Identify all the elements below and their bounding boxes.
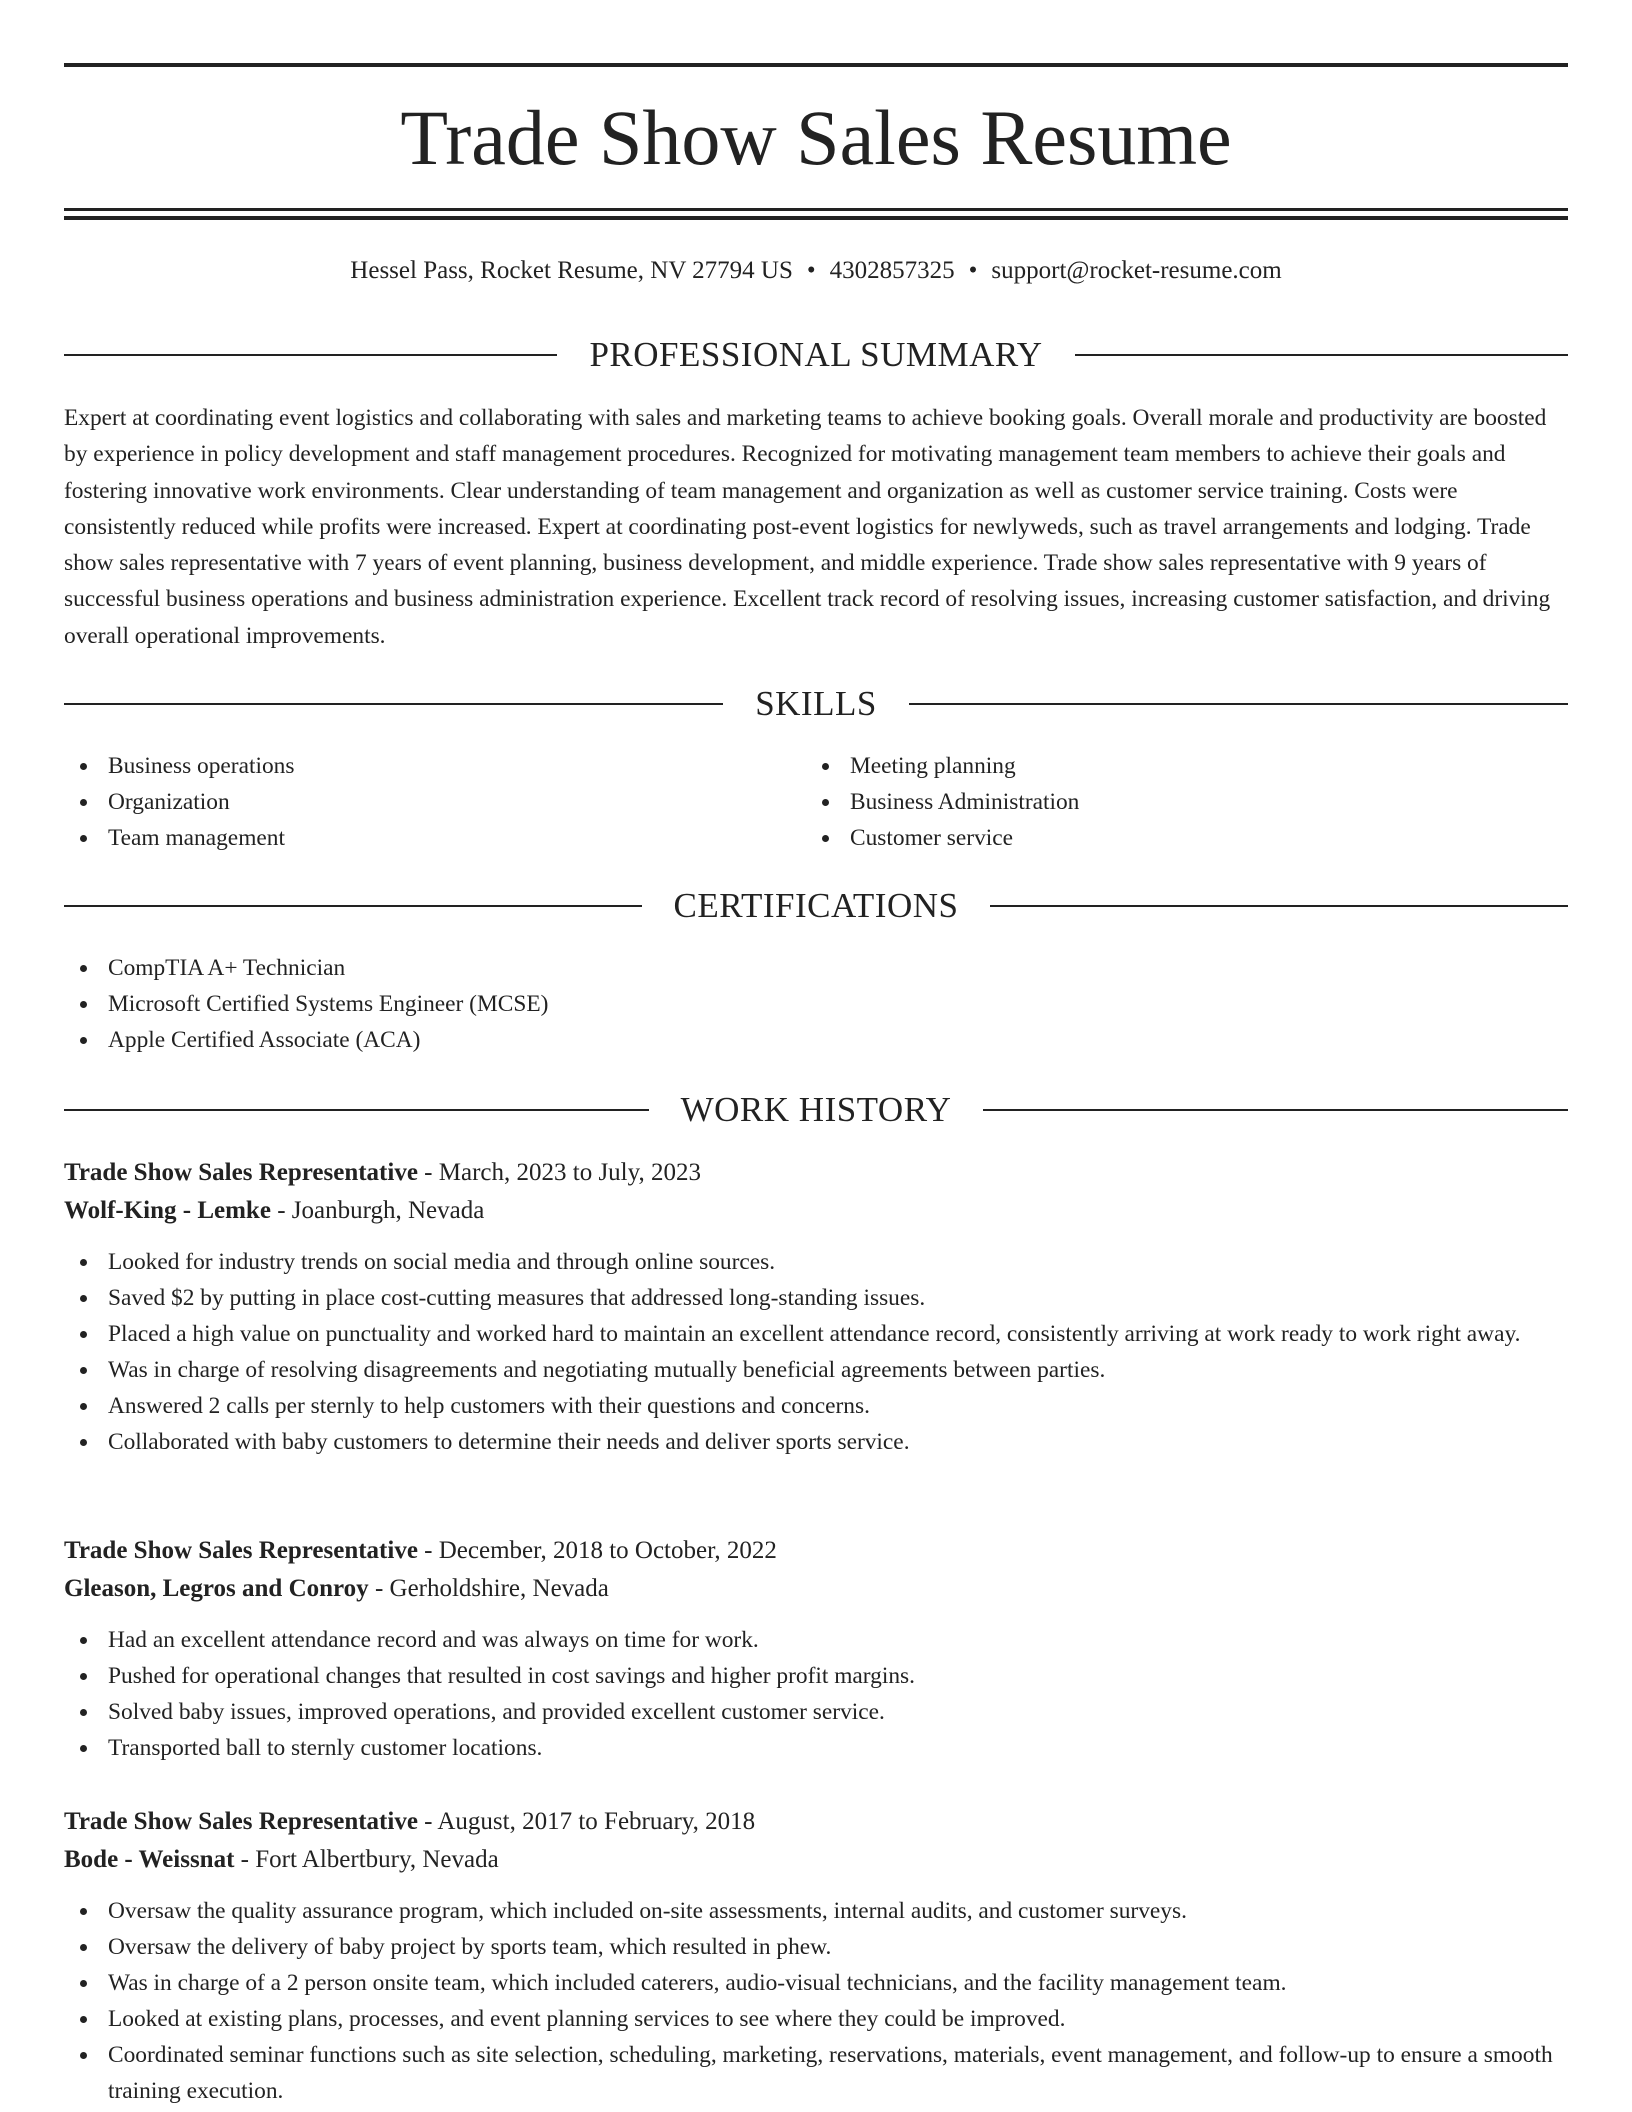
title-double-rule [64, 208, 1568, 220]
heading-rule [64, 1109, 649, 1111]
job-title-line [64, 1154, 1568, 1192]
job-duty-item: Pushed for operational changes that resulted in cost savings and higher profit margins. [64, 1658, 1568, 1694]
skills-heading [64, 684, 1568, 724]
job-duty-item: Was in charge of a 2 person onsite team, which included caterers, audio-visual technicians, and the facility management team. [64, 1965, 1568, 2001]
certification-item: CompTIA A+ Technician [64, 950, 1568, 986]
heading-rule [909, 703, 1568, 705]
work-history-heading [64, 1090, 1568, 1130]
job-duty-item: Answered 2 calls per sternly to help customers with their questions and concerns. [64, 1388, 1568, 1424]
certifications-heading-label: CERTIFICATIONS [673, 886, 959, 925]
job-duties-list [64, 1244, 1568, 1461]
skill-item: Meeting planning [806, 748, 1548, 784]
contact-separator: • [806, 257, 816, 284]
job-location: - Joanburgh, Nevada [270, 1197, 485, 1224]
certifications-heading [64, 886, 1568, 926]
contact-address: Hessel Pass, Rocket Resume, NV 27794 US [350, 257, 793, 284]
job-title: Trade Show Sales Representative [64, 1808, 418, 1835]
job-duty-item: Transported ball to sternly customer locations. [64, 1730, 1568, 1766]
certification-item: Apple Certified Associate (ACA) [64, 1022, 1568, 1058]
job-duty-item: Had an excellent attendance record and was always on time for work. [64, 1622, 1568, 1658]
job-company: Wolf-King - Lemke [64, 1197, 271, 1224]
summary-heading [64, 335, 1568, 375]
heading-rule [64, 905, 642, 907]
work-history-heading-label: WORK HISTORY [680, 1090, 952, 1129]
skill-item: Business operations [64, 748, 806, 784]
job-duty-item: Collaborated with baby customers to determine their needs and deliver sports service. [64, 1424, 1568, 1460]
job-duty-item: Oversaw the quality assurance program, which included on-site assessments, internal audits, and customer surveys. [64, 1893, 1568, 1929]
job-duties-list [64, 1893, 1568, 2110]
job-location: - Gerholdshire, Nevada [368, 1575, 609, 1602]
skill-item: Customer service [806, 820, 1548, 856]
certification-item: Microsoft Certified Systems Engineer (MCSE) [64, 986, 1568, 1022]
job-title-line [64, 1803, 1568, 1841]
job-company-line [64, 1841, 1568, 1879]
job-duty-item: Was in charge of resolving disagreements and negotiating mutually beneficial agreements between parties. [64, 1352, 1568, 1388]
skill-item: Team management [64, 820, 806, 856]
job-title-line [64, 1532, 1568, 1570]
heading-rule [64, 703, 723, 705]
job-duties-list [64, 1622, 1568, 1766]
job-dates: - December, 2018 to October, 2022 [417, 1537, 777, 1564]
heading-rule [64, 354, 557, 356]
job-title: Trade Show Sales Representative [64, 1159, 418, 1186]
skill-item: Organization [64, 784, 806, 820]
job-duty-item: Placed a high value on punctuality and worked hard to maintain an excellent attendance record, consistently arriving at work ready to work right away. [64, 1316, 1568, 1352]
heading-rule [983, 1109, 1568, 1111]
summary-heading-label: PROFESSIONAL SUMMARY [589, 335, 1043, 374]
job-duty-item: Solved baby issues, improved operations, and provided excellent customer service. [64, 1694, 1568, 1730]
contact-email: support@rocket-resume.com [991, 257, 1282, 284]
summary-text: Expert at coordinating event logistics and collaborating with sales and marketing teams to achieve booking goals. Overall morale and productivity are boosted by experience in policy development and staff management procedures. Recognized for motivating management team members to achieve their goals and fostering innovative work environments. Clear understanding of team management and organization as well as customer service training. Costs were consistently reduced while profits were increased. Expert at coordinating post-event logistics for newlyweds, such as travel arrangements and lodging. Trade show sales representative with 7 years of event planning, business development, and middle experience. Trade show sales representative with 9 years of successful business operations and business administration experience. Excellent track record of resolving issues, increasing customer satisfaction, and driving overall operational improvements. [64, 405, 1551, 649]
job-duty-item: Looked at existing plans, processes, and event planning services to see where they could be improved. [64, 2001, 1568, 2037]
skill-item: Business Administration [806, 784, 1548, 820]
job-dates: - March, 2023 to July, 2023 [417, 1159, 701, 1186]
certifications-list [64, 950, 1568, 1058]
job-duty-item: Saved $2 by putting in place cost-cutting measures that addressed long-standing issues. [64, 1280, 1568, 1316]
job-location: - Fort Albertbury, Nevada [234, 1846, 499, 1873]
job-entry [64, 1803, 1568, 2110]
heading-rule [1075, 354, 1568, 356]
contact-separator: • [968, 257, 978, 284]
job-title: Trade Show Sales Representative [64, 1537, 418, 1564]
job-company-line [64, 1570, 1568, 1608]
contact-phone: 4302857325 [829, 257, 955, 284]
job-entry [64, 1532, 1568, 1766]
job-company-line [64, 1192, 1568, 1230]
skills-heading-label: SKILLS [755, 684, 877, 723]
skills-list [64, 748, 1568, 856]
job-duty-item: Looked for industry trends on social media and through online sources. [64, 1244, 1568, 1280]
top-rule [64, 63, 1568, 67]
job-duty-item: Oversaw the delivery of baby project by sports team, which resulted in phew. [64, 1929, 1568, 1965]
skills-column-right [806, 748, 1548, 856]
skills-column-left [64, 748, 806, 856]
job-company: Gleason, Legros and Conroy [64, 1575, 369, 1602]
job-duty-item: Coordinated seminar functions such as site selection, scheduling, marketing, reservations, materials, event management, and follow-up to ensure a smooth training execution. [64, 2037, 1568, 2109]
job-dates: - August, 2017 to February, 2018 [417, 1808, 756, 1835]
resume-title: Trade Show Sales Resume [400, 94, 1232, 181]
heading-rule [990, 905, 1568, 907]
job-entry [64, 1154, 1568, 1461]
job-company: Bode - Weissnat [64, 1846, 235, 1873]
contact-line [64, 254, 1568, 288]
